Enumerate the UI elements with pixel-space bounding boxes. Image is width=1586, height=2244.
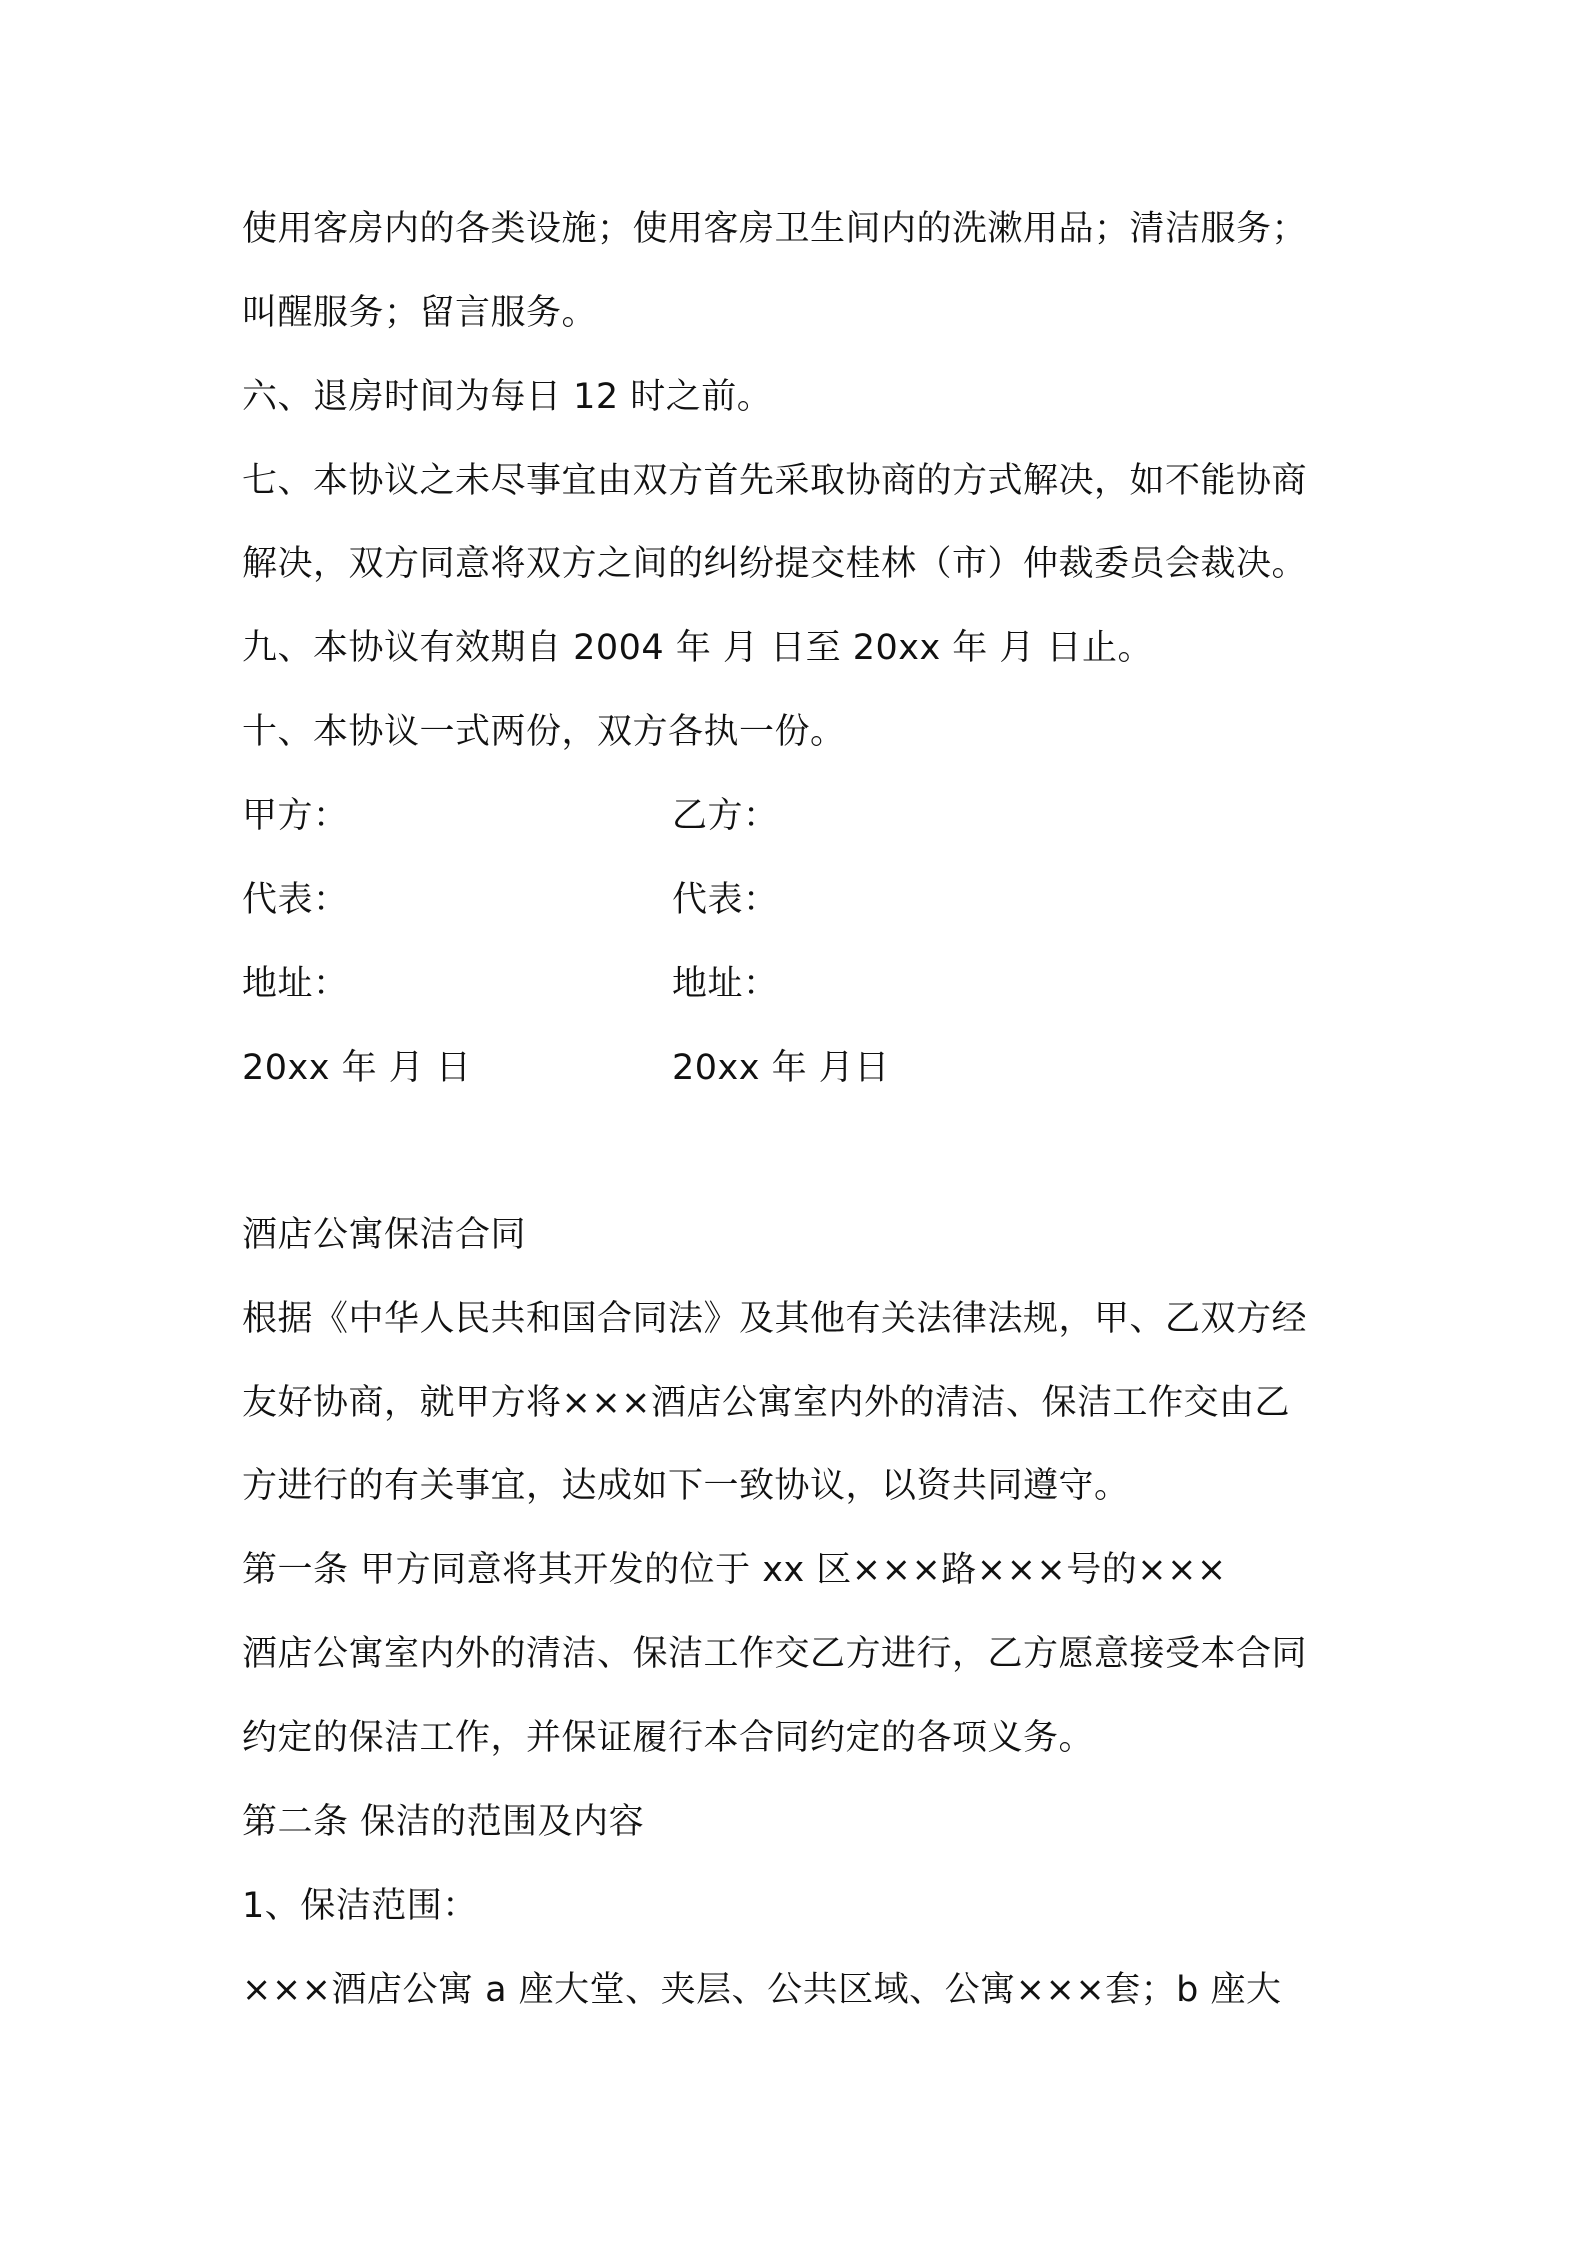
text-line: 叫醒服务；留言服务。 — [242, 293, 598, 333]
text-line: 第一条 甲方同意将其开发的位于 xx 区×××路×××号的××× — [242, 1550, 1227, 1590]
party-a-address: 地址： — [242, 964, 349, 1004]
text-line: 方进行的有关事宜，达成如下一致协议，以资共同遵守。 — [242, 1466, 1130, 1506]
text-line: 六、退房时间为每日 12 时之前。 — [242, 377, 773, 417]
text-line: 九、本协议有效期自 2004 年 月 日至 20xx 年 月 日止。 — [242, 628, 1154, 668]
text-line: 友好协商，就甲方将×××酒店公寓室内外的清洁、保洁工作交由乙 — [242, 1383, 1290, 1423]
text-line: 根据《中华人民共和国合同法》及其他有关法律法规，甲、乙双方经 — [242, 1299, 1308, 1339]
party-b-address: 地址： — [672, 964, 779, 1004]
text-line: 约定的保洁工作，并保证履行本合同约定的各项义务。 — [242, 1718, 1095, 1758]
text-line: 解决，双方同意将双方之间的纠纷提交桂林（市）仲裁委员会裁决。 — [242, 544, 1308, 584]
text-line: 十、本协议一式两份，双方各执一份。 — [242, 712, 846, 752]
text-line: 1、保洁范围： — [242, 1886, 478, 1926]
text-line: 第二条 保洁的范围及内容 — [242, 1802, 645, 1842]
text-line: 酒店公寓室内外的清洁、保洁工作交乙方进行，乙方愿意接受本合同 — [242, 1634, 1308, 1674]
party-a-rep: 代表： — [242, 880, 349, 920]
text-line: ×××酒店公寓 a 座大堂、夹层、公共区域、公寓×××套；b 座大 — [242, 1970, 1282, 2010]
party-a-date: 20xx 年 月 日 — [242, 1048, 472, 1088]
party-a-label: 甲方： — [242, 796, 349, 836]
party-b-rep: 代表： — [672, 880, 779, 920]
party-b-date: 20xx 年 月日 — [672, 1048, 890, 1088]
text-line: 七、本协议之未尽事宜由双方首先采取协商的方式解决，如不能协商 — [242, 461, 1308, 501]
contract-title: 酒店公寓保洁合同 — [242, 1215, 527, 1255]
party-b-label: 乙方： — [672, 796, 779, 836]
text-line: 使用客房内的各类设施；使用客房卫生间内的洗漱用品；清洁服务； — [242, 209, 1308, 249]
